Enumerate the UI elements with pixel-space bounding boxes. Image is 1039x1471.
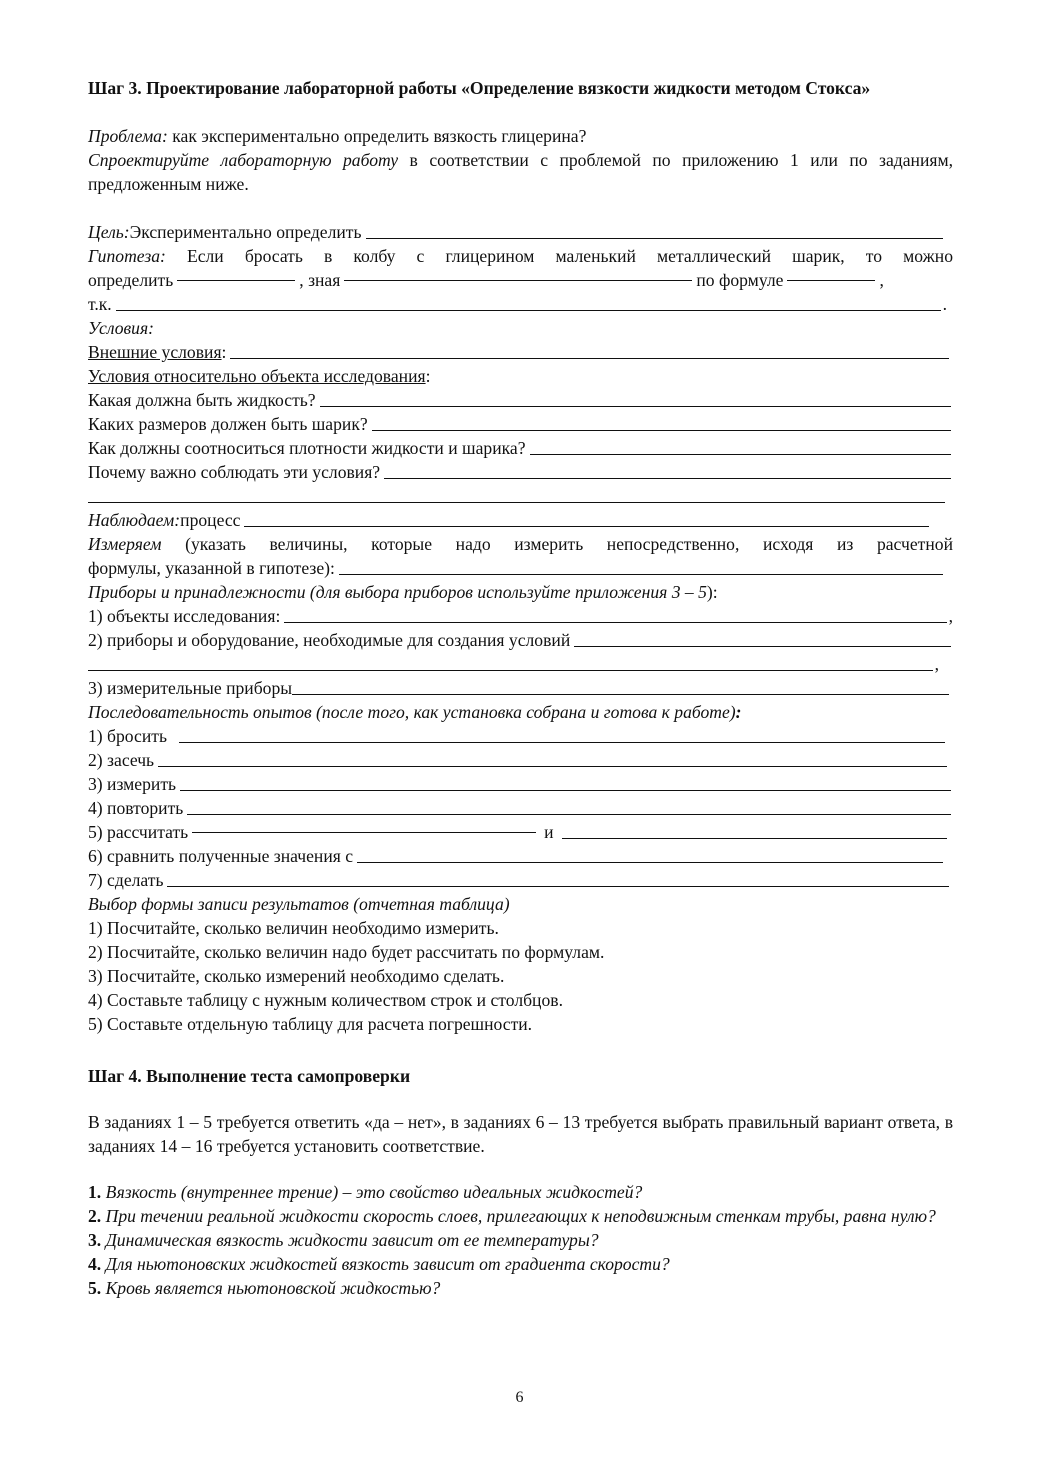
problem-line [88, 124, 953, 148]
question-text: Для ньютоновских жидкостей вязкость зависит от градиента скорости? [105, 1254, 670, 1274]
device-3-field[interactable] [292, 694, 949, 695]
device-2-field[interactable] [574, 646, 951, 647]
seq-3-field[interactable] [180, 790, 951, 791]
comma: , [879, 270, 884, 290]
hypothesis-knowing-label: , зная [299, 270, 341, 290]
design-text: в соответствии с проблемой по приложению 1 или по заданиям, предложенным ниже. [88, 150, 954, 194]
observe-line [88, 508, 953, 532]
seq-2-field[interactable] [158, 766, 947, 767]
document-page [88, 76, 953, 1300]
hypothesis-knowing-field[interactable] [344, 280, 692, 281]
external-conditions-label: Внешние условия [88, 342, 222, 362]
form-item [88, 916, 953, 940]
measure-line [88, 532, 953, 556]
seq-1-line [88, 724, 953, 748]
goal-label: Цель: [88, 222, 130, 242]
colon: : [735, 702, 742, 722]
form-item-text: 4) Составьте таблицу с нужным количеством строк и столбцов. [88, 990, 563, 1010]
density-question-line [88, 436, 953, 460]
seq-6-field[interactable] [357, 862, 943, 863]
ball-question: Каких размеров должен быть шарик? [88, 414, 368, 434]
question-number: 1. [88, 1182, 102, 1202]
tk-answer-field[interactable] [116, 310, 941, 311]
conditions-label: Условия: [88, 318, 154, 338]
hypothesis-line [88, 244, 953, 268]
seq-6-label: 6) сравнить полученные значения с [88, 846, 354, 866]
step4-intro: В заданиях 1 – 5 требуется ответить «да – нет», в заданиях 6 – 13 требуется выбрать правильный вариант ответа, в заданиях 14 – 16 требуется установить соответствие. [88, 1112, 953, 1156]
step3-title: Шаг 3. Проектирование лабораторной работы «Определение вязкости жидкости методом Стокса» [88, 78, 871, 98]
external-conditions-field[interactable] [230, 358, 949, 359]
goal-text: Экспериментально определить [129, 222, 362, 242]
problem-text: как экспериментально определить вязкость глицерина? [167, 126, 587, 146]
density-answer-field[interactable] [530, 454, 951, 455]
device-2-field-2[interactable] [88, 670, 933, 671]
seq-2-label: 2) засечь [88, 750, 155, 770]
seq-5-and: и [544, 822, 554, 842]
form-item-text: 3) Посчитайте, сколько измерений необходимо сделать. [88, 966, 505, 986]
tk-label: т.к. [88, 294, 112, 314]
seq-4-field[interactable] [187, 814, 951, 815]
tk-line [88, 292, 953, 316]
question-3 [88, 1228, 953, 1252]
observe-text: процесс [180, 510, 241, 530]
device-2-label: 2) приборы и оборудование, необходимые для создания условий [88, 630, 571, 650]
form-item-text: 1) Посчитайте, сколько величин необходимо измерить. [88, 918, 499, 938]
hypothesis-line-2 [88, 268, 953, 292]
form-item [88, 1012, 953, 1036]
devices-close: ): [706, 582, 718, 602]
design-line [88, 148, 953, 196]
seq-4-line [88, 796, 953, 820]
hypothesis-determine-label: определить [88, 270, 174, 290]
form-item-text: 2) Посчитайте, сколько величин надо будет рассчитать по формулам. [88, 942, 605, 962]
measure-text: (указать величины, которые надо измерить непосредственно, исходя из расчетной [161, 534, 953, 554]
seq-7-line [88, 868, 953, 892]
measure-label: Измеряем [88, 534, 162, 554]
device-1-field[interactable] [284, 622, 946, 623]
seq-1-field[interactable] [179, 742, 945, 743]
devices-heading [88, 580, 953, 604]
density-question: Как должны соотноситься плотности жидкости и шарика? [88, 438, 526, 458]
hypothesis-formula-label: по формуле [696, 270, 784, 290]
device-1-label: 1) объекты исследования: [88, 606, 281, 626]
problem-label: Проблема: [88, 126, 168, 146]
liquid-answer-field[interactable] [320, 406, 951, 407]
sequence-label: Последовательность опытов (после того, как установка собрана и готова к работе) [88, 702, 736, 722]
measure-line-2 [88, 556, 953, 580]
form-item [88, 964, 953, 988]
why-continuation-line [88, 484, 953, 508]
why-question: Почему важно соблюдать эти условия? [88, 462, 381, 482]
form-heading [88, 892, 953, 916]
sequence-heading [88, 700, 953, 724]
why-question-line [88, 460, 953, 484]
seq-3-line [88, 772, 953, 796]
device-2-line [88, 628, 953, 652]
comma: , [934, 654, 939, 674]
why-answer-field[interactable] [384, 478, 951, 479]
seq-5-field-b[interactable] [562, 838, 947, 839]
seq-7-field[interactable] [167, 886, 949, 887]
seq-5-field-a[interactable] [192, 832, 536, 833]
question-5 [88, 1276, 953, 1300]
ball-question-line [88, 412, 953, 436]
device-3-line [88, 676, 953, 700]
liquid-question-line [88, 388, 953, 412]
question-number: 5. [88, 1278, 102, 1298]
seq-5-line [88, 820, 953, 844]
question-text: Динамическая вязкость жидкости зависит от ее температуры? [105, 1230, 599, 1250]
measure-field[interactable] [339, 574, 943, 575]
question-1 [88, 1180, 953, 1204]
device-3-label: 3) измерительные приборы [88, 678, 293, 698]
hypothesis-determine-field[interactable] [177, 280, 295, 281]
step4-title: Шаг 4. Выполнение теста самопроверки [88, 1066, 411, 1086]
colon: : [425, 366, 431, 386]
liquid-question: Какая должна быть жидкость? [88, 390, 316, 410]
design-label: Спроектируйте лабораторную работу [88, 150, 399, 170]
question-4 [88, 1252, 953, 1276]
question-text: Вязкость (внутреннее трение) – это свойство идеальных жидкостей? [105, 1182, 643, 1202]
goal-line [88, 220, 953, 244]
seq-7-label: 7) сделать [88, 870, 164, 890]
comma: , [948, 606, 953, 626]
form-item [88, 988, 953, 1012]
question-number: 3. [88, 1230, 102, 1250]
device-1-line [88, 604, 953, 628]
form-item [88, 940, 953, 964]
form-label: Выбор формы записи результатов (отчетная таблица) [88, 894, 510, 914]
device-2-continuation [88, 652, 953, 676]
object-conditions-label: Условия относительно объекта исследования [88, 366, 426, 386]
observe-label: Наблюдаем: [88, 510, 181, 530]
seq-5-label: 5) рассчитать [88, 822, 189, 842]
goal-answer-field[interactable] [366, 238, 944, 239]
period: . [942, 294, 947, 314]
hypothesis-label: Гипотеза: [88, 246, 166, 266]
question-text: Кровь является ньютоновской жидкостью? [105, 1278, 441, 1298]
question-2 [88, 1204, 953, 1228]
seq-4-label: 4) повторить [88, 798, 184, 818]
hypothesis-formula-field[interactable] [787, 280, 875, 281]
hypothesis-text: Если бросать в колбу с глицерином маленький металлический шарик, то можно [165, 246, 953, 266]
external-conditions-line [88, 340, 953, 364]
question-number: 4. [88, 1254, 102, 1274]
why-answer-field-2[interactable] [88, 502, 945, 503]
measure-text-2: формулы, указанной в гипотезе): [88, 558, 335, 578]
form-item-text: 5) Составьте отдельную таблицу для расчета погрешности. [88, 1014, 533, 1034]
seq-2-line [88, 748, 953, 772]
seq-1-label: 1) бросить [88, 726, 167, 746]
question-number: 2. [88, 1206, 102, 1226]
conditions-heading [88, 316, 953, 340]
seq-6-line [88, 844, 953, 868]
devices-label: Приборы и принадлежности (для выбора приборов используйте приложения 3 – 5 [88, 582, 707, 602]
ball-answer-field[interactable] [372, 430, 951, 431]
observe-field[interactable] [244, 526, 929, 527]
question-text: При течении реальной жидкости скорость слоев, прилегающих к неподвижным стенкам трубы, равна нулю? [105, 1206, 936, 1226]
page-number: 6 [515, 1389, 524, 1406]
colon: : [221, 342, 227, 362]
seq-3-label: 3) измерить [88, 774, 177, 794]
object-conditions-line [88, 364, 953, 388]
